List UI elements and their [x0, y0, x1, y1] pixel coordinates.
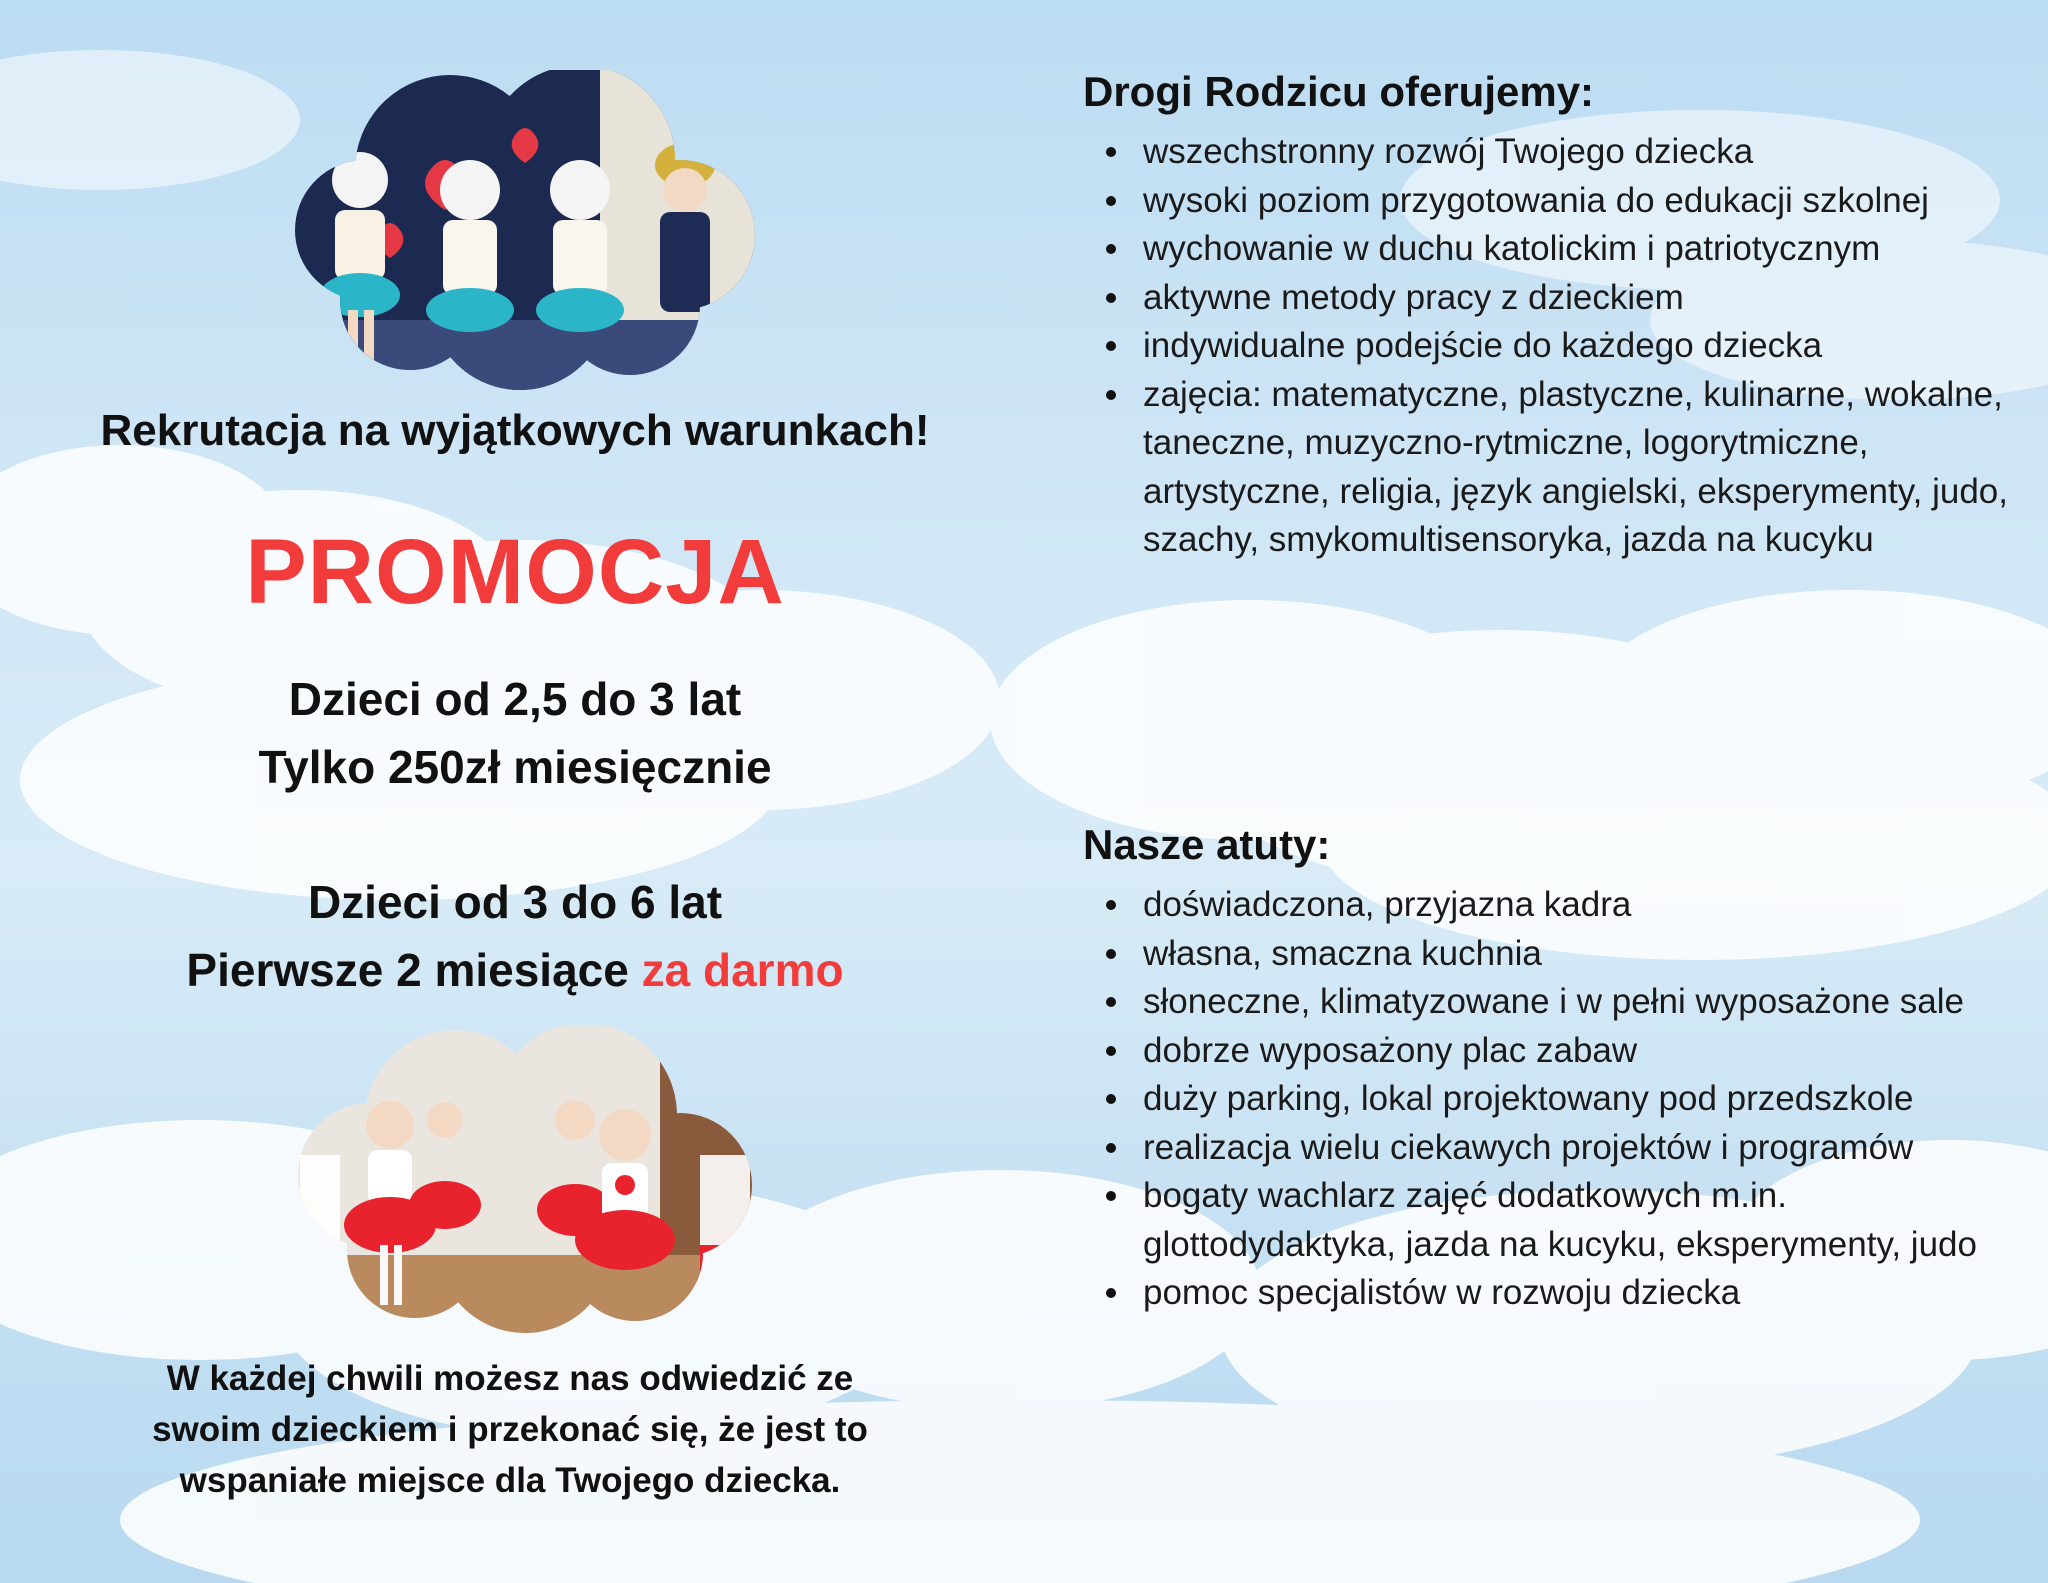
offer-preschool	[0, 868, 1030, 1004]
list-item: doświadczona, przyjazna kadra	[1143, 881, 2013, 930]
list-item: wysoki poziom przygotowania do edukacji szkolnej	[1143, 177, 2013, 226]
offer-toddlers	[0, 665, 1030, 801]
assets-section	[1083, 815, 2013, 1318]
list-item: wszechstronny rozwój Twojego dziecka	[1143, 128, 2013, 177]
list-item: indywidualne podejście do każdego dziecka	[1143, 322, 2013, 371]
children-costume-photo	[280, 70, 760, 390]
offer-section	[1083, 62, 2013, 565]
offer-preschool-deal	[0, 936, 1030, 1004]
list-item: pomoc specjalistów w rozwoju dziecka	[1143, 1269, 2013, 1318]
offer-toddlers-age: Dzieci od 2,5 do 3 lat	[288, 673, 742, 725]
assets-section-title: Nasze atuty:	[1083, 821, 1331, 868]
offer-free-highlight: za darmo	[641, 944, 844, 996]
offer-preschool-deal-prefix: Pierwsze 2 miesiące	[186, 944, 642, 996]
offer-toddlers-price: Tylko 250zł miesięcznie	[258, 741, 772, 793]
list-item: zajęcia: matematyczne, plastyczne, kulinarne, wokalne, taneczne, muzyczno-rytmiczne, logorytmiczne, artystyczne, religia, język angielski, eksperymenty, judo, szachy, smykomultisensoryka, jazda na kucyku	[1143, 371, 2013, 565]
list-item: własna, smaczna kuchnia	[1143, 930, 2013, 979]
list-item: wychowanie w duchu katolickim i patriotycznym	[1143, 225, 2013, 274]
assets-list	[1083, 881, 2013, 1318]
list-item: realizacja wielu ciekawych projektów i programów	[1143, 1124, 2013, 1173]
list-item: aktywne metody pracy z dzieckiem	[1143, 274, 2013, 323]
headline: Rekrutacja na wyjątkowych warunkach!	[100, 406, 930, 455]
children-dance-photo	[280, 1025, 760, 1335]
offer-preschool-age: Dzieci od 3 do 6 lat	[307, 876, 723, 928]
promo-title: PROMOCJA	[245, 521, 785, 623]
offer-list	[1083, 128, 2013, 565]
list-item: słoneczne, klimatyzowane i w pełni wyposażone sale	[1143, 978, 2013, 1027]
list-item: dobrze wyposażony plac zabaw	[1143, 1027, 2013, 1076]
list-item: bogaty wachlarz zajęć dodatkowych m.in. glottodydaktyka, jazda na kucyku, eksperymenty, judo	[1143, 1172, 2013, 1269]
list-item: duży parking, lokal projektowany pod przedszkole	[1143, 1075, 2013, 1124]
visit-invitation: W każdej chwili możesz nas odwiedzić ze swoim dzieckiem i przekonać się, że jest to wspaniałe miejsce dla Twojego dziecka.	[152, 1359, 868, 1500]
offer-section-title: Drogi Rodzicu oferujemy:	[1083, 68, 1595, 115]
